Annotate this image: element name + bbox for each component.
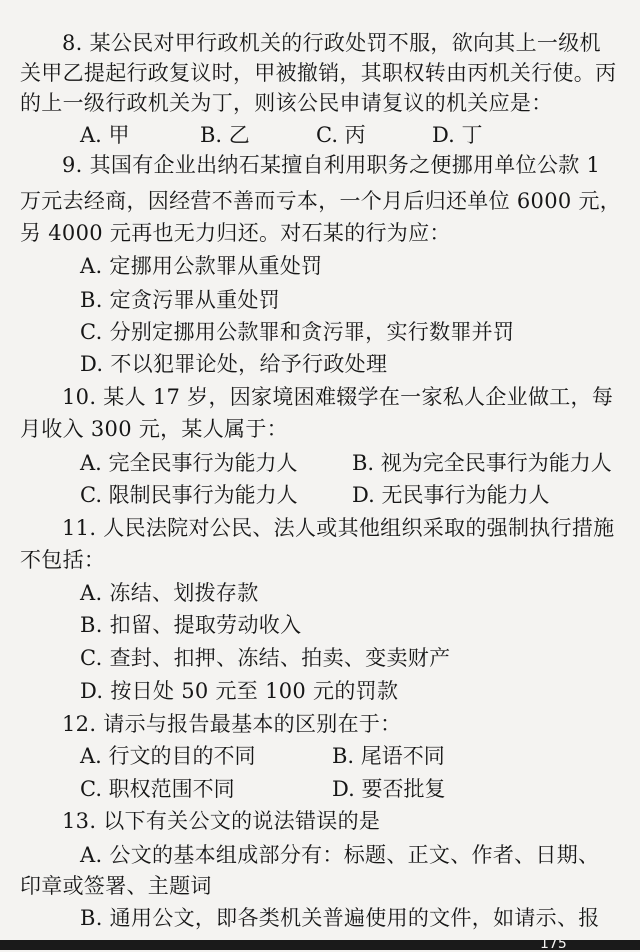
q11-option-b: B. 扣留、提取劳动收入 (80, 613, 302, 637)
q11-option-a: A. 冻结、划拨存款 (80, 581, 259, 605)
q13-option-a-line-2: 印章或签署、主题词 (20, 874, 212, 898)
q8-option-a: A. 甲 (80, 123, 130, 147)
q9-stem-line-1: 9. 其国有企业出纳石某擅自利用职务之便挪用单位公款 1 (62, 153, 601, 177)
q10-option-c: C. 限制民事行为能力人 (80, 483, 298, 507)
q11-stem-line-2: 不包括： (20, 548, 106, 572)
q12-stem-line-1: 12. 请示与报告最基本的区别在于： (62, 712, 402, 736)
q11-stem-line-1: 11. 人民法院对公民、法人或其他组织采取的强制执行措施 (62, 516, 615, 540)
q10-option-d: D. 无民事行为能力人 (352, 483, 550, 507)
q12-option-d: D. 要否批复 (332, 777, 446, 801)
q13-option-a-line-1: A. 公文的基本组成部分有：标题、正文、作者、日期、 (80, 843, 600, 867)
q13-stem-line-1: 13. 以下有关公文的说法错误的是 (62, 809, 381, 833)
q8-stem-line-2: 关甲乙提起行政复议时，甲被撤销，其职权转由丙机关行使。丙 (20, 61, 617, 85)
q9-option-a: A. 定挪用公款罪从重处罚 (80, 254, 323, 278)
q9-stem-line-2: 万元去经商，因经营不善而亏本，一个月后归还单位 6000 元， (20, 189, 622, 213)
q11-option-c: C. 查封、扣押、冻结、拍卖、变卖财产 (80, 646, 451, 670)
q12-option-a: A. 行文的目的不同 (80, 744, 256, 768)
q10-stem-line-1: 10. 某人 17 岁，因家境困难辍学在一家私人企业做工，每 (62, 385, 614, 409)
q8-option-d: D. 丁 (432, 123, 483, 147)
q8-option-b: B. 乙 (200, 123, 250, 147)
q10-option-b: B. 视为完全民事行为能力人 (352, 451, 612, 475)
q13-option-b-line-1: B. 通用公文，即各类机关普遍使用的文件，如请示、报 (80, 906, 600, 930)
q10-stem-line-2: 月收入 300 元，某人属于： (20, 417, 288, 441)
q8-option-c: C. 丙 (316, 123, 366, 147)
q12-option-b: B. 尾语不同 (332, 744, 445, 768)
q10-option-a: A. 完全民事行为能力人 (80, 451, 298, 475)
q9-option-d: D. 不以犯罪论处，给予行政处理 (80, 352, 388, 376)
q8-stem-line-3: 的上一级行政机关为丁，则该公民申请复议的机关应是： (20, 91, 553, 115)
q11-option-d: D. 按日处 50 元至 100 元的罚款 (80, 679, 399, 703)
q9-stem-line-3: 另 4000 元再也无力归还。对石某的行为应： (20, 221, 451, 245)
q12-option-c: C. 职权范围不同 (80, 777, 235, 801)
q9-option-b: B. 定贪污罪从重处罚 (80, 288, 281, 312)
q8-stem-line-1: 8. 某公民对甲行政机关的行政处罚不服，欲向其上一级机 (62, 31, 601, 55)
page-number: 175 (540, 936, 567, 952)
q9-option-c: C. 分别定挪用公款罪和贪污罪，实行数罪并罚 (80, 320, 515, 344)
